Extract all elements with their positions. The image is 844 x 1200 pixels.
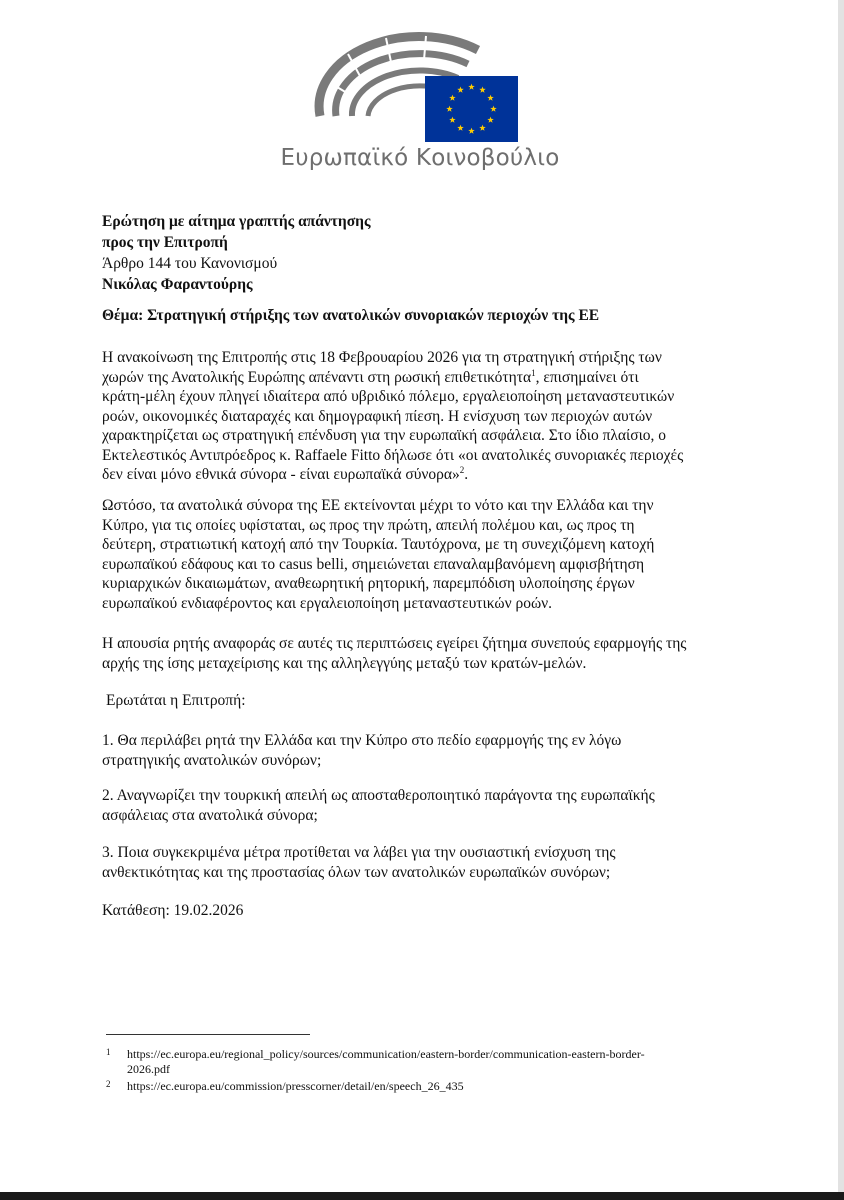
paragraph-line xyxy=(102,368,752,388)
question-line: 1. Θα περιλάβει ρητά την Ελλάδα και την Κύπρο στο πεδίο εφαρμογής της εν λόγω xyxy=(102,732,622,749)
paragraph-3 xyxy=(102,634,752,673)
paragraph-line: χαρακτηρίζεται ως στρατηγική επένδυση για την ευρωπαϊκή ασφάλεια. Στο ίδιο πλαίσιο, ο xyxy=(102,427,666,444)
question-line: ανθεκτικότητας και της προστασίας όλων των ανατολικών ευρωπαϊκών συνόρων; xyxy=(102,864,611,881)
paragraph-line: ευρωπαϊκού εδάφους και το casus belli, σημειώνεται επαναλαμβανόμενη αμφισβήτηση xyxy=(102,555,645,573)
question-line: στρατηγικής ανατολικών συνόρων; xyxy=(102,752,322,769)
footnote-url-line[interactable]: 2026.pdf xyxy=(127,1062,170,1076)
paragraph-line xyxy=(102,465,752,485)
paragraph-line: Η απουσία ρητής αναφοράς σε αυτές τις περιπτώσεις εγείρει ζήτημα συνεπούς εφαρμογής της xyxy=(102,635,687,652)
author-name: Νικόλας Φαραντούρης xyxy=(102,276,253,293)
paragraph-text: δεν είναι μόνο εθνικά σύνορα - είναι ευρωπαϊκά σύνορα» xyxy=(102,466,460,483)
paragraph-line: Κύπρο, για τις οποίες υφίσταται, ως προς την πρώτη, απειλή πολέμου και, ως προς τη xyxy=(102,516,635,534)
paragraph-line: κράτη-μέλη έχουν πληγεί ιδιαίτερα από υβριδικό πόλεμο, εργαλειοποίηση μεταναστευτικών xyxy=(102,388,675,405)
question-3 xyxy=(102,843,752,883)
paragraph-line: Εκτελεστικός Αντιπρόεδρος κ. Raffaele Fitto δήλωσε ότι «οι ανατολικές συνοριακές περιοχές xyxy=(102,446,684,464)
question-line: 3. Ποια συγκεκριμένα μέτρα προτίθεται να λάβει για την ουσιαστική ενίσχυση της xyxy=(102,844,616,861)
hemicycle-flag-icon xyxy=(308,24,533,144)
header-line-1: Ερώτηση με αίτημα γραπτής απάντησης xyxy=(102,213,371,230)
bottom-bar xyxy=(0,1192,844,1200)
footnote-ref-2[interactable]: 2 xyxy=(459,464,465,475)
paragraph-line: κυριαρχικών δικαιωμάτων, αναθεωρητική ρητορική, παρεμπόδιση υλοποίησης έργων xyxy=(102,575,635,592)
footnote-link[interactable] xyxy=(127,1079,757,1094)
paragraph-line: Η ανακοίνωση της Επιτροπής στις 18 Φεβρουαρίου 2026 για τη στρατηγική στήριξης των xyxy=(102,349,662,366)
paragraph-line: ροών, οικονομικές διαταραχές και δημογραφική πίεση. Η ενίσχυση των περιοχών αυτών xyxy=(102,407,653,425)
question-header xyxy=(102,211,371,295)
footnote-number: 1 xyxy=(106,1047,111,1057)
footnote-number: 2 xyxy=(106,1079,111,1089)
logo-title: Ευρωπαϊκό Κοινοβούλιο xyxy=(280,145,560,171)
footnote-divider xyxy=(106,1034,310,1035)
question-intro: Ερωτάται η Επιτροπή: xyxy=(106,692,246,709)
paragraph-text: χωρών της Ανατολικής Ευρώπης απέναντι στη ρωσική επιθετικότητα xyxy=(102,368,532,386)
paragraph-text: . xyxy=(464,466,469,483)
paragraph-1 xyxy=(102,348,752,485)
question-line: 2. Αναγνωρίζει την τουρκική απειλή ως αποσταθεροποιητικό παράγοντα της ευρωπαϊκής xyxy=(102,787,655,804)
question-2 xyxy=(102,786,752,826)
paragraph-line: αρχής της ίσης μεταχείρισης και της αλληλεγγύης μεταξύ των κρατών-μελών. xyxy=(102,654,587,672)
question-line: ασφάλειας στα ανατολικά σύνορα; xyxy=(102,807,318,824)
paragraph-line: Ωστόσο, τα ανατολικά σύνορα της ΕΕ εκτείνονται μέχρι το νότο και την Ελλάδα και την xyxy=(102,497,654,514)
footnote-ref-1[interactable]: 1 xyxy=(531,367,536,378)
paragraph-2 xyxy=(102,496,752,613)
question-1 xyxy=(102,731,752,771)
paragraph-line: δεύτερη, στρατιωτική κατοχή από την Τουρκία. Ταυτόχρονα, με τη συνεχιζόμενη κατοχή xyxy=(102,536,655,553)
parliament-logo xyxy=(280,24,560,184)
footnote-link[interactable] xyxy=(127,1047,757,1077)
footnote-url-line[interactable]: https://ec.europa.eu/commission/presscorner/detail/en/speech_26_435 xyxy=(127,1079,464,1093)
header-line-3: Άρθρο 144 του Κανονισμού xyxy=(102,255,278,272)
paragraph-text: , επισημαίνει ότι xyxy=(535,368,639,386)
subject-line: Θέμα: Στρατηγική στήριξης των ανατολικών συνοριακών περιοχών της ΕΕ xyxy=(102,307,600,324)
paragraph-line: ευρωπαϊκού ενδιαφέροντος και εργαλειοποίηση μεταναστευτικών ροών. xyxy=(102,594,553,612)
header-line-2: προς την Επιτροπή xyxy=(102,234,228,251)
page-edge xyxy=(838,0,844,1200)
footnote-url-line[interactable]: https://ec.europa.eu/regional_policy/sources/communication/eastern-border/communication-eastern-border- xyxy=(127,1047,645,1061)
submission-date: Κατάθεση: 19.02.2026 xyxy=(102,902,244,919)
